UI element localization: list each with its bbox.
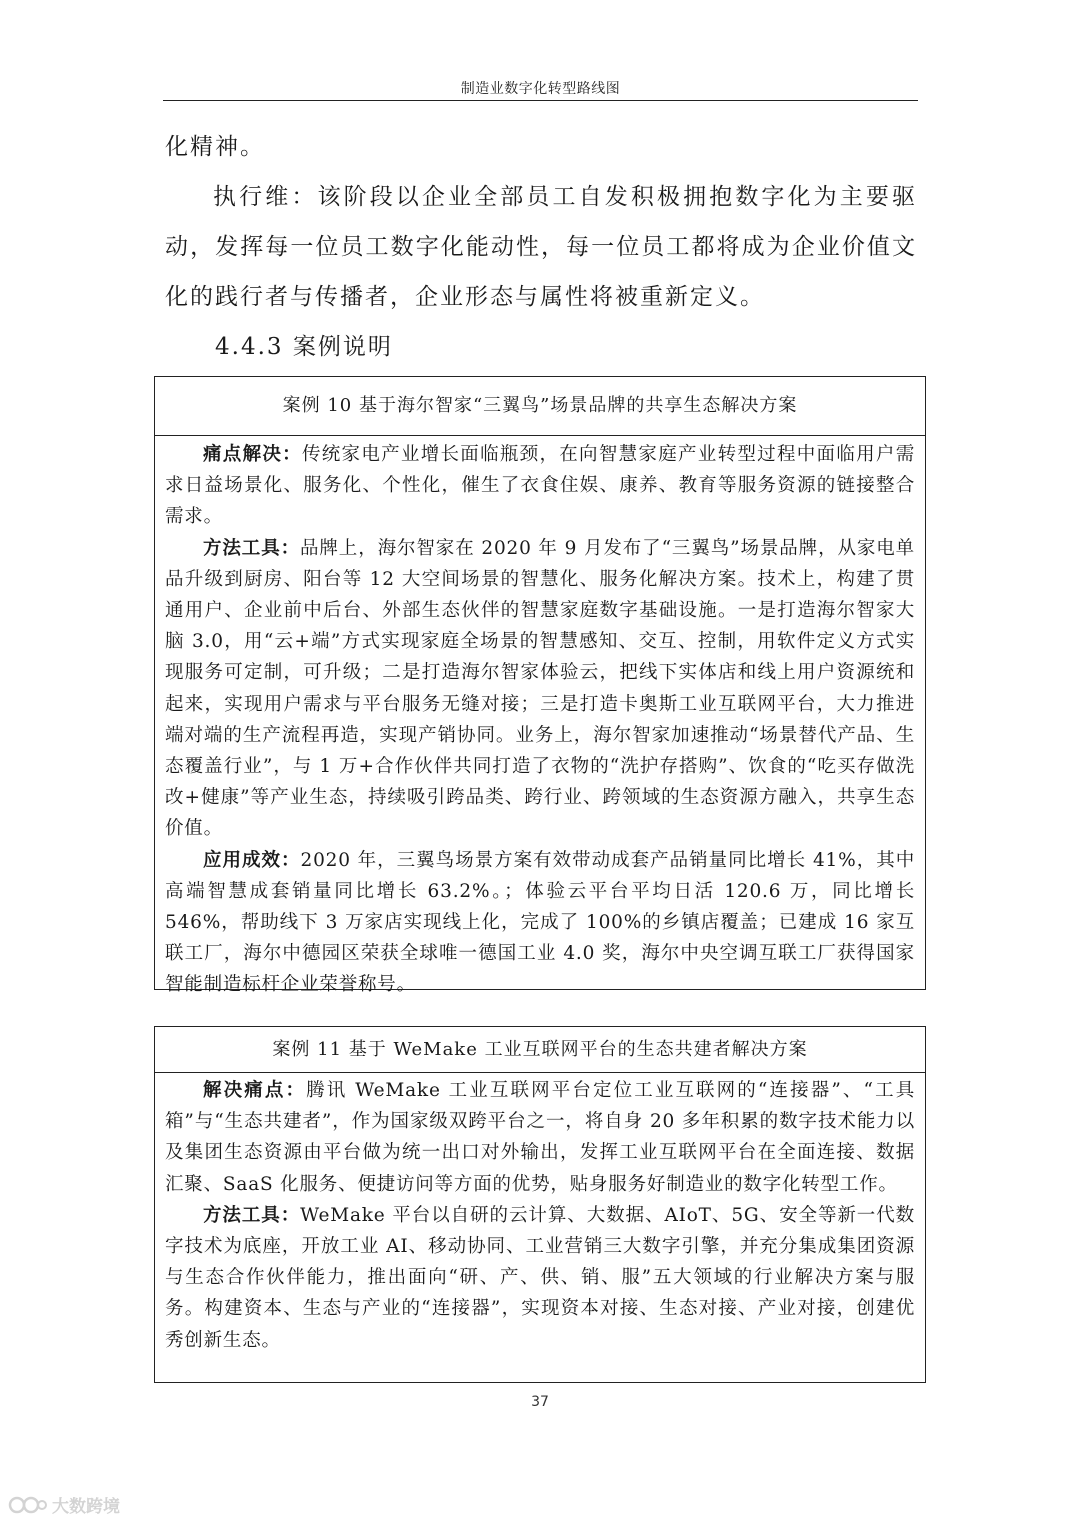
case-10-title: 案例 10 基于海尔智家“三翼鸟”场景品牌的共享生态解决方案 (155, 377, 925, 436)
page-number: 37 (531, 1394, 549, 1410)
case-11-pain-label: 解决痛点： (203, 1080, 307, 1101)
watermark (8, 1492, 120, 1517)
case-11-methods (165, 1200, 915, 1356)
header-rule (163, 100, 918, 101)
case-10-methods (165, 533, 915, 845)
case-10-box (154, 376, 926, 996)
case-11-method-text: WeMake 平台以自研的云计算、大数据、AIoT、5G、安全等新一代数字技术为底座，开放工业 AI、移动协同、工业营销三大数字引擎，并充分集成集团资源与生态合作伙伴能力，推出面向“研、产、供、销、服”五大领域的行业解决方案与服务。构建资本、生态与产业的“连接器”，实现资本对接、生态对接、产业对接，创建优秀创新生态。 (165, 1204, 915, 1351)
section-heading: 4.4.3 案例说明 (215, 334, 393, 360)
case-11-body (155, 1073, 925, 1356)
case-11-title: 案例 11 基于 WeMake 工业互联网平台的生态共建者解决方案 (155, 1027, 925, 1073)
case-11-pain-text: 腾讯 WeMake 工业互联网平台定位工业互联网的“连接器”、“工具箱”与“生态共建者”，作为国家级双跨平台之一，将自身 20 多年积累的数字技术能力以及集团生态资源由平台做为统一出口对外输出，发挥工业互联网平台在全面连接、数据汇聚、SaaS 化服务、便捷访问等方面的优势，贴身服务好制造业的数字化转型工作。 (165, 1080, 915, 1195)
paragraph-execution-dimension (165, 172, 917, 322)
case-10-pain-points (165, 439, 915, 533)
watermark-text: 大数跨境 (52, 1497, 120, 1517)
case-10-method-label: 方法工具： (203, 537, 300, 559)
case-10-result-label: 应用成效： (203, 849, 301, 871)
case-10-results (165, 845, 915, 1001)
page-header-title: 制造业数字化转型路线图 (460, 81, 621, 97)
case-10-pain-label: 痛点解决： (203, 444, 302, 465)
dashuju-logo-icon (8, 1494, 48, 1516)
case-10-pain-text: 传统家电产业增长面临瓶颈，在向智慧家庭产业转型过程中面临用户需求日益场景化、服务化、个性化，催生了衣食住娱、康养、教育等服务资源的链接整合需求。 (165, 444, 915, 528)
case-11-pain-points (165, 1075, 915, 1200)
case-10-result-text: 2020 年，三翼鸟场景方案有效带动成套产品销量同比增长 41%，其中高端智慧成套销量同比增长 63.2%。；体验云平台平均日活 120.6 万，同比增长 546%，帮助线下 3 万家店实现线上化，完成了 100%的乡镇店覆盖；已建成 16 家互联工厂，海尔中德园区荣获全球唯一德国工业 4.0 奖，海尔中央空调互联工厂获得国家智能制造标杆企业荣誉称号。 (165, 849, 915, 996)
paragraph-text: 该阶段以企业全部员工自发积极拥抱数字化为主要驱动，发挥每一位员工数字化能动性，每一位员工都将成为企业价值文化的践行者与传播者，企业形态与属性将被重新定义。 (165, 184, 918, 310)
case-10-method-text: 品牌上，海尔智家在 2020 年 9 月发布了“三翼鸟”场景品牌，从家电单品升级到厨房、阳台等 12 大空间场景的智慧化、服务化解决方案。技术上，构建了贯通用户、企业前中后台、外部生态伙伴的智慧家庭数字基础设施。一是打造海尔智家大脑 3.0，用“云+端”方式实现家庭全场景的智慧感知、交互、控制，用软件定义方式实现服务可定制，可升级；二是打造海尔智家体验云，把线下实体店和线上用户资源统和起来，实现用户需求与平台服务无缝对接；三是打造卡奥斯工业互联网平台，大力推进端对端的生产流程再造，实现产销协同。业务上，海尔智家加速推动“场景替代产品、生态覆盖行业”，与 1 万+合作伙伴共同打造了衣物的“洗护存搭购”、饮食的“吃买存做洗改+健康”等产业生态，持续吸引跨品类、跨行业、跨领域的生态资源方融入，共享生态价值。 (165, 537, 915, 840)
paragraph-label: 执行维： (213, 184, 318, 210)
case-11-box (154, 1026, 926, 1383)
paragraph-continuation: 化精神。 (165, 134, 265, 160)
case-10-body (155, 436, 925, 1001)
case-11-method-label: 方法工具： (203, 1204, 301, 1226)
